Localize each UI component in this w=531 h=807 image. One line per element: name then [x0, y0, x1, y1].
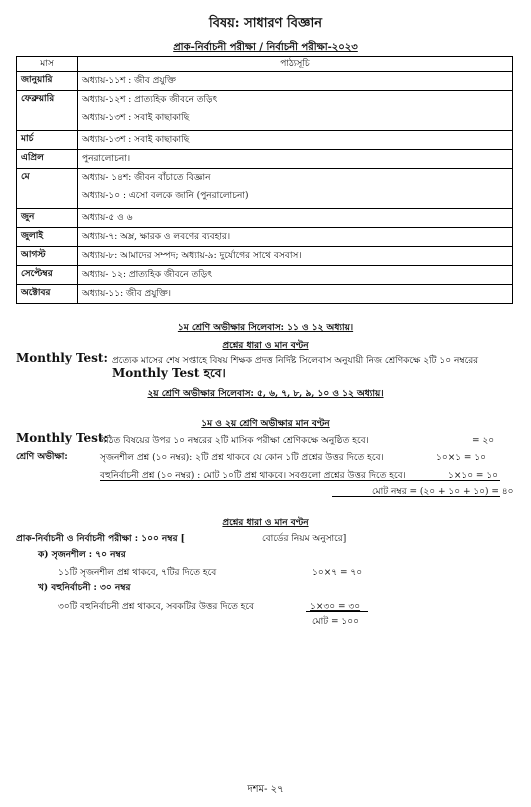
- syllabus-cell: অধ্যায়- ১২: প্রাত্যহিক জীবনে তড়িৎ: [78, 266, 513, 285]
- class-test-total: মোট নম্বর = (২০ + ১০ + ১০) = ৪০: [372, 487, 514, 497]
- syllabus-cell: অধ্যায়-১৩শ : সবাই কাছাকাছি: [78, 131, 513, 150]
- term2-syllabus: ২য় শ্রেণি অভীক্ষার সিলেবাস: ৫, ৬, ৭, ৮, ৯, ১০ ও ১২ অধ্যায়।: [147, 389, 384, 399]
- monthly-test2-label: Monthly Test:: [16, 431, 108, 445]
- cq-calc: ১০×৭ = ৭০: [312, 568, 363, 578]
- syllabus-cell: অধ্যায়-৭: অম্ল, ক্ষারক ও লবণের ব্যবহার।: [78, 228, 513, 247]
- table-row: [17, 209, 513, 228]
- monthly-test-text-2: Monthly Test হবে।: [112, 366, 226, 380]
- table-row: [17, 150, 513, 169]
- exam-title: প্রাক-নির্বাচনী পরীক্ষা / নির্বাচনী পরীক্ষা-২০২৩: [173, 42, 358, 53]
- month-cell: মে: [17, 169, 78, 209]
- syllabus-cell: অধ্যায়- ১৪শ: জীবন বাঁচাতে বিজ্ঞান অধ্যায়-১০ : এসো বলকে জানি (পুনরালোচনা): [78, 169, 513, 209]
- syllabus-cell: অধ্যায়-৫ ও ৬: [78, 209, 513, 228]
- monthly-test2-text: পঠিত বিষয়ের উপর ১০ নম্বরের ২টি মাসিক পরীক্ষা শ্রেণিকক্ষে অনুষ্ঠিত হবে।: [100, 436, 369, 446]
- mcq-heading: খ) বহুনির্বাচনী : ৩০ নম্বর: [38, 583, 131, 593]
- final-total: মোট = ১০০: [312, 617, 359, 627]
- final-exam-label: প্রাক-নির্বাচনী ও নির্বাচনী পরীক্ষা : ১০০ নম্বর [: [16, 534, 185, 544]
- month-cell: অক্টোবর: [17, 285, 78, 304]
- table-row: [17, 247, 513, 266]
- subject-title: বিষয়: সাধারণ বিজ্ঞান: [209, 16, 322, 31]
- col-syllabus-header: পাঠ্যসূচি: [78, 57, 513, 72]
- table-row: [17, 169, 513, 209]
- syllabus-cell: অধ্যায়-১২শ : প্রাত্যহিক জীবনে তড়িৎ অধ্যায়-১৩শ : সবাই কাছাকাছি: [78, 91, 513, 131]
- monthly-test-label: Monthly Test:: [16, 351, 108, 365]
- monthly-test-text: প্রত্যেক মাসের শেষ সপ্তাহে বিষয় শিক্ষক প্রদত্ত নির্দিষ্ট সিলেবাস অনুযায়ী নিজ শ্রেণিকক্ষে ২টি ১০ নম্বরের: [112, 356, 479, 366]
- table-row: [17, 285, 513, 304]
- final-exam-note: বোর্ডের নিয়ম অনুসারে]: [262, 534, 347, 544]
- table-row: [17, 228, 513, 247]
- divider: [100, 480, 500, 481]
- syllabus-cell: অধ্যায়-১১: জীব প্রযুক্তি।: [78, 285, 513, 304]
- mcq-text: ৩০টি বহুনির্বাচনী প্রশ্ন থাকবে, সবকটির উত্তর দিতে হবে: [58, 602, 255, 612]
- cq-text: ১১টি সৃজনশীল প্রশ্ন থাকবে, ৭টির দিতে হবে: [58, 568, 217, 578]
- month-cell: সেপ্টেম্বর: [17, 266, 78, 285]
- syllabus-cell: অধ্যায়-১১শ : জীব প্রযুক্তি: [78, 72, 513, 91]
- month-cell: জুন: [17, 209, 78, 228]
- table-row: [17, 266, 513, 285]
- cq-heading: ক) সৃজনশীল : ৭০ নম্বর: [38, 550, 126, 560]
- col-month-header: মাস: [17, 57, 78, 72]
- question-pattern-heading-2: প্রশ্নের ধারা ও মান বণ্টন: [222, 518, 309, 528]
- term-marks-heading: ১ম ও ২য় শ্রেণি অভীক্ষার মান বণ্টন: [201, 419, 330, 429]
- month-cell: এপ্রিল: [17, 150, 78, 169]
- month-cell: মার্চ: [17, 131, 78, 150]
- page-footer: দশম- ২৭: [247, 784, 284, 795]
- month-cell: জুলাই: [17, 228, 78, 247]
- syllabus-cell: পুনরালোচনা।: [78, 150, 513, 169]
- question-pattern-heading: প্রশ্নের ধারা ও মান বণ্টন: [222, 341, 309, 351]
- syllabus-table: [16, 56, 513, 304]
- table-row: [17, 91, 513, 131]
- monthly-test2-marks: = ২০: [472, 436, 495, 446]
- month-cell: আগস্ট: [17, 247, 78, 266]
- class-test-cq-calc: ১০×১ = ১০: [436, 453, 487, 463]
- month-cell: ফেব্রুয়ারি: [17, 91, 78, 131]
- table-row: [17, 72, 513, 91]
- class-test-cq: সৃজনশীল প্রশ্ন (১০ নম্বর): ২টি প্রশ্ন থাকবে যে কোন ১টি প্রশ্নের উত্তর দিতে হবে।: [100, 453, 384, 463]
- class-test-label: শ্রেণি অভীক্ষা:: [16, 452, 68, 462]
- term1-syllabus: ১ম শ্রেণি অভীক্ষার সিলেবাস: ১১ ও ১২ অধ্যায়।: [177, 323, 354, 333]
- month-cell: জানুয়ারি: [17, 72, 78, 91]
- class-test-mcq: বহুনির্বাচনী প্রশ্ন (১০ নম্বর) : মোট ১০টি প্রশ্ন থাকবে। সবগুলো প্রশ্নের উত্তর দিতে হবে।: [100, 471, 406, 481]
- divider: [332, 496, 500, 497]
- divider: [306, 611, 368, 612]
- syllabus-cell: অধ্যায়-৮: আমাদের সম্পদ; অধ্যায়-৯: দুর্যোগের সাথে বসবাস।: [78, 247, 513, 266]
- mcq-calc: ১×৩০ = ৩০: [310, 602, 361, 612]
- class-test-mcq-calc: ১×১০ = ১০: [448, 471, 499, 481]
- table-row: [17, 131, 513, 150]
